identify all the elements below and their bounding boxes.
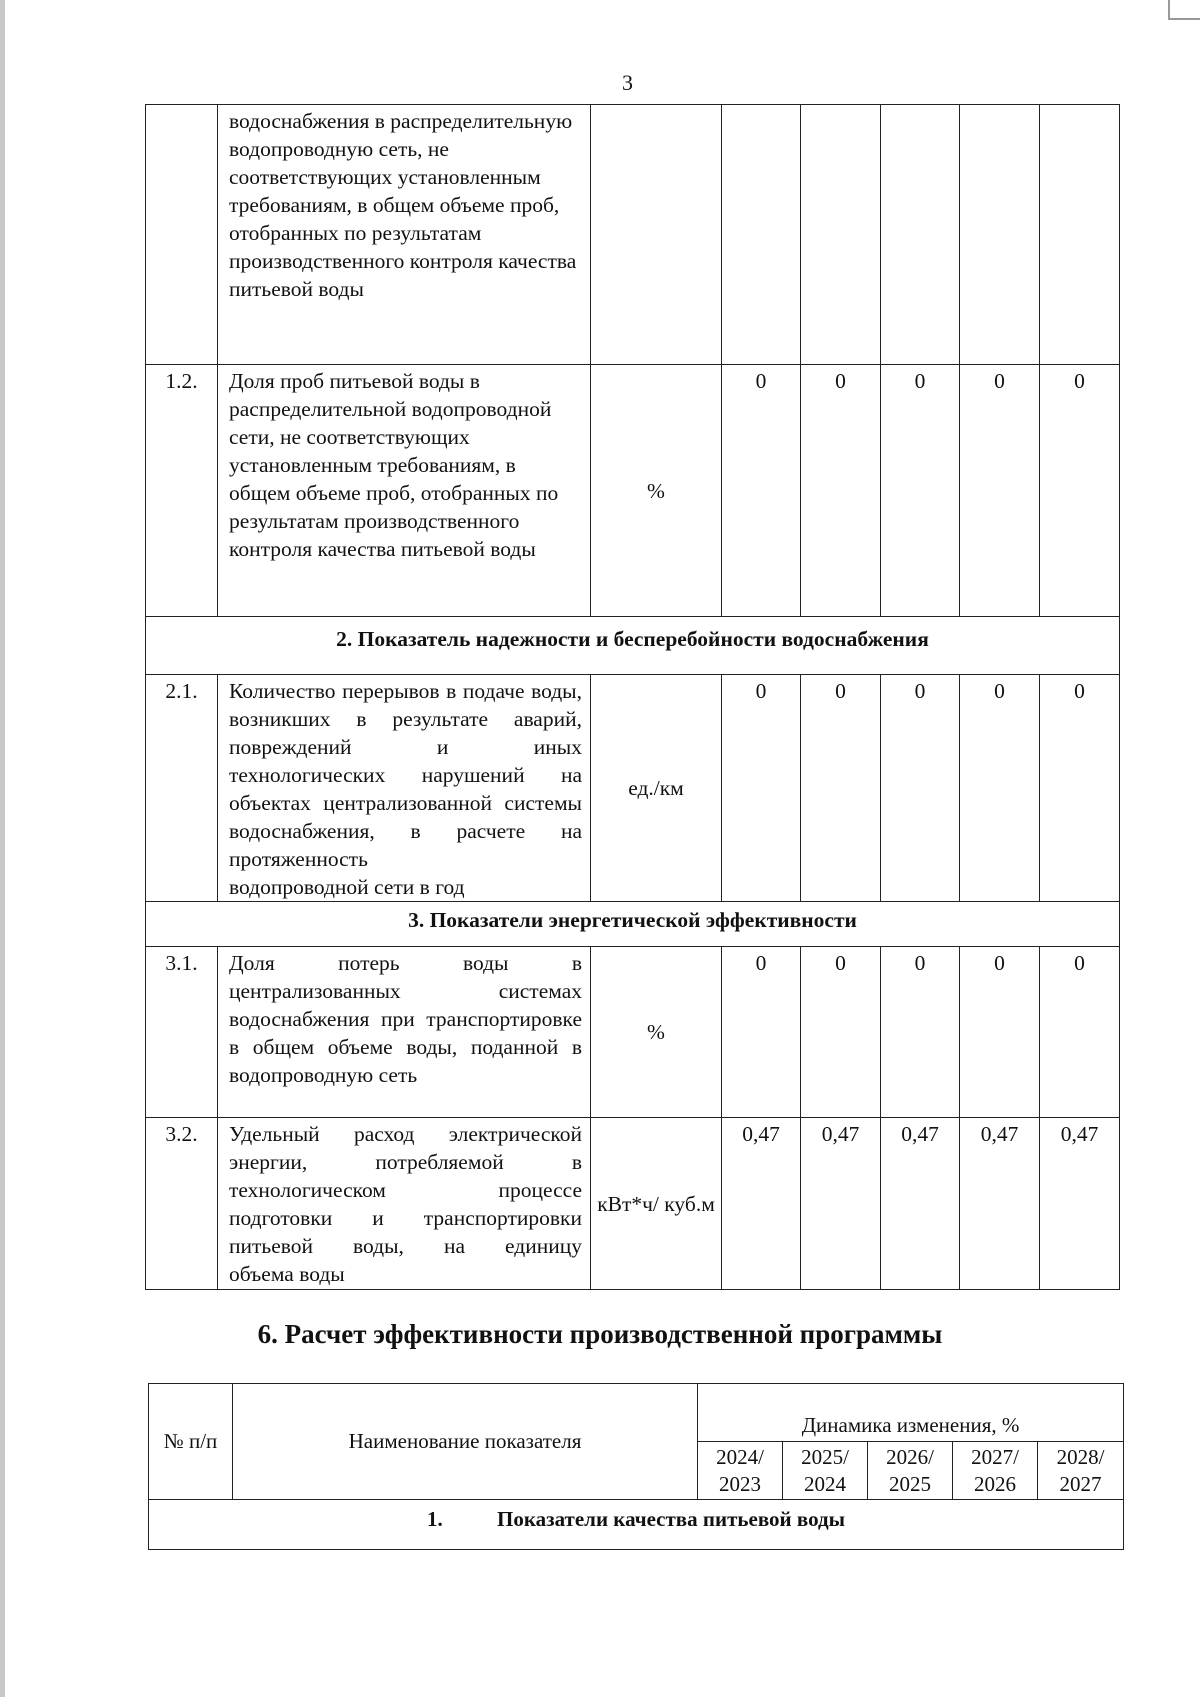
unit: % [591, 947, 722, 1118]
value-2024: 0,47 [722, 1118, 801, 1290]
unit: % [591, 365, 722, 617]
row-number: 2.1. [146, 675, 218, 902]
row-number [146, 105, 218, 365]
unit: кВт*ч/ куб.м [591, 1118, 722, 1290]
table-row [146, 105, 1120, 365]
indicators-table [145, 104, 1120, 1290]
unit: ед./км [591, 675, 722, 902]
value-2025: 0 [801, 365, 881, 617]
indicator-name-text: Количество перерывов в подаче воды, возникших в результате аварий, повреждений и иных технологических нарушений на объектах централизованной системы водоснабжения, в расчете на протяженность [229, 679, 582, 871]
value-2026 [881, 105, 960, 365]
indicator-name-text: Удельный расход электрической энергии, потребляемой в технологическом процессе подготовки и транспортировки питьевой воды, на единицу [229, 1122, 582, 1258]
value-2026: 0 [881, 675, 960, 902]
section-title [149, 1500, 1124, 1550]
value-2026: 0 [881, 365, 960, 617]
value-2027: 0 [960, 947, 1040, 1118]
table-row [146, 947, 1120, 1118]
value-2026: 0 [881, 947, 960, 1118]
value-2027: 0 [960, 675, 1040, 902]
value-2026: 0,47 [881, 1118, 960, 1290]
value-2024: 0 [722, 365, 801, 617]
value-2028: 0,47 [1040, 1118, 1120, 1290]
indicator-name: Доля проб питьевой воды в распределительной водопроводной сети, не соответствующих установленным требованиям, в общем объеме проб, отобранных по результатам производственного контроля качества питьевой воды [218, 365, 591, 617]
scan-page-edge [0, 0, 5, 1697]
indicator-name: водоснабжения в распределительную водопроводную сеть, не соответствующих установленным требованиям, в общем объеме проб, отобранных по результатам производственного контроля качества питьевой воды [218, 105, 591, 365]
value-2025: 0,47 [801, 1118, 881, 1290]
scan-corner-mark [1168, 0, 1200, 20]
column-header-number: № п/п [149, 1384, 233, 1500]
table-row [146, 1118, 1120, 1290]
section-number: 1. [427, 1507, 443, 1531]
unit [591, 105, 722, 365]
value-2028: 0 [1040, 675, 1120, 902]
row-number: 3.2. [146, 1118, 218, 1290]
value-2025 [801, 105, 881, 365]
page-number: 3 [622, 70, 633, 95]
table-row [146, 675, 1120, 902]
indicator-name [218, 947, 591, 1118]
section-row [146, 902, 1120, 947]
value-2024 [722, 105, 801, 365]
year-header: 2028/ 2027 [1038, 1442, 1124, 1500]
indicator-name-last-line: водопроводной сети в год [229, 875, 465, 899]
value-2028 [1040, 105, 1120, 365]
year-header: 2026/ 2025 [868, 1442, 953, 1500]
section-6-title: 6. Расчет эффективности производственной программы [257, 1319, 943, 1349]
year-header: 2024/ 2023 [698, 1442, 783, 1500]
section-title-text: Показатели качества питьевой воды [497, 1507, 845, 1531]
section-title: 3. Показатели энергетической эффективности [146, 902, 1120, 947]
value-2025: 0 [801, 947, 881, 1118]
value-2027: 0 [960, 365, 1040, 617]
row-number: 1.2. [146, 365, 218, 617]
column-header-name: Наименование показателя [233, 1384, 698, 1500]
value-2028: 0 [1040, 947, 1120, 1118]
column-header-dynamics: Динамика изменения, % [698, 1384, 1124, 1442]
indicator-name-last-line: объема воды [229, 1262, 345, 1286]
indicator-name [218, 1118, 591, 1290]
section-row [146, 617, 1120, 675]
value-2025: 0 [801, 675, 881, 902]
value-2027 [960, 105, 1040, 365]
indicator-name-text: Доля потерь воды в централизованных системах водоснабжения при транспортировке в общем объеме воды, поданной в [229, 951, 582, 1059]
year-header: 2027/ 2026 [953, 1442, 1038, 1500]
efficiency-table [148, 1383, 1124, 1550]
indicator-name [218, 675, 591, 902]
value-2028: 0 [1040, 365, 1120, 617]
value-2027: 0,47 [960, 1118, 1040, 1290]
year-header: 2025/ 2024 [783, 1442, 868, 1500]
row-number: 3.1. [146, 947, 218, 1118]
value-2024: 0 [722, 947, 801, 1118]
section-row [149, 1500, 1124, 1550]
section-title: 2. Показатель надежности и бесперебойности водоснабжения [146, 617, 1120, 675]
indicator-name-last-line: водопроводную сеть [229, 1063, 418, 1087]
value-2024: 0 [722, 675, 801, 902]
table-row [146, 365, 1120, 617]
header-row [149, 1384, 1124, 1442]
